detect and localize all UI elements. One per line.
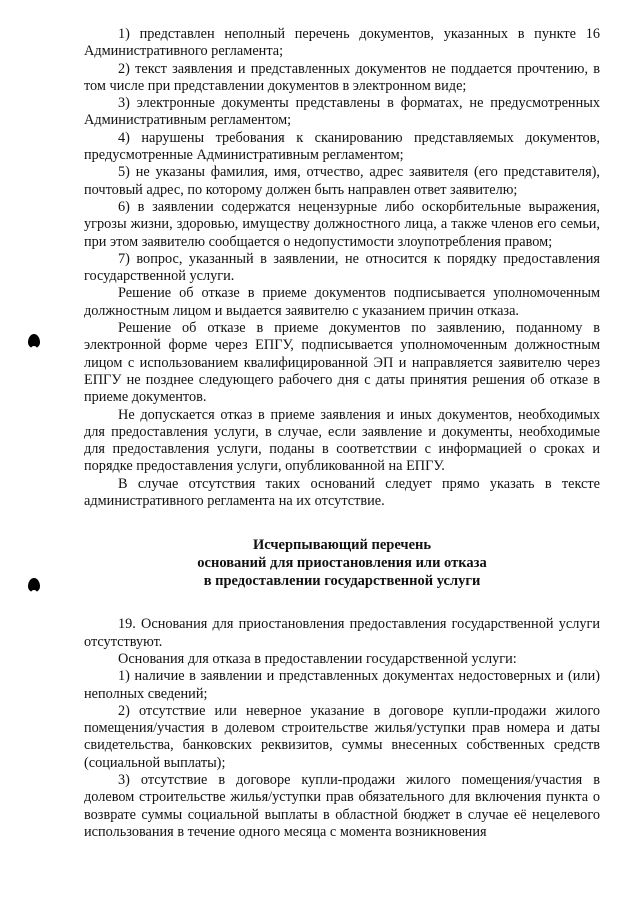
section-heading <box>84 536 600 590</box>
punch-hole-mark <box>28 334 40 348</box>
ground-item-2: 2) отсутствие или неверное указание в договоре купли-продажи жилого помещения/участия в долевом строительстве жилья/уступки прав номера и даты свидетельства, банковских реквизитов, суммы внесенных собственных средств (социальной выплаты); <box>84 702 600 771</box>
list-item-1: 1) представлен неполный перечень документов, указанных в пункте 16 Административного регламента; <box>84 26 600 60</box>
heading-line-1: Исчерпывающий перечень <box>252 537 432 554</box>
document-body <box>84 26 600 841</box>
paragraph-refusal-grounds: Основания для отказа в предоставлении государственной услуги: <box>118 650 517 667</box>
paragraph-19: 19. Основания для приостановления предоставления государственной услуги отсутствуют. <box>84 616 600 650</box>
list-item-3: 3) электронные документы представлены в форматах, не предусмотренных Административным регламентом; <box>84 95 600 129</box>
punch-hole-mark <box>28 578 40 592</box>
ground-item-1: 1) наличие в заявлении и представленных документах недостоверных и (или) неполных сведений; <box>84 668 600 702</box>
list-item-2: 2) текст заявления и представленных документов не поддается прочтению, в том числе при представлении документов в электронном виде; <box>84 60 600 94</box>
paragraph-refusal-decision: Решение об отказе в приеме документов подписывается уполномоченным должностным лицом и выдается заявителю с указанием причин отказа. <box>84 285 600 319</box>
paragraph-not-allowed: Не допускается отказ в приеме заявления и иных документов, необходимых для предоставления услуги, в случае, если заявление и документы, необходимые для предоставления услуги, поданы в соответствии с информацией о сроках и порядке предоставления услуги, опубликованной на ЕПГУ. <box>84 406 600 475</box>
paragraph-absence-note: В случае отсутствия таких оснований следует прямо указать в тексте административного регламента на их отсутствие. <box>84 475 600 510</box>
heading-line-3: в предоставлении государственной услуги <box>203 573 481 590</box>
list-item-4: 4) нарушены требования к сканированию представляемых документов, предусмотренные Административным регламентом; <box>84 129 600 164</box>
ground-item-3: 3) отсутствие в договоре купли-продажи жилого помещения/участия в долевом строительстве жилья/уступки прав обязательного для включения пункта о возврате суммы социальной выплаты в областной бюджет в случае её нецелевого использования в течение одного месяца с момента возникновения <box>84 771 600 840</box>
list-item-5: 5) не указаны фамилия, имя, отчество, адрес заявителя (его представителя), почтовый адрес, по которому должен быть направлен ответ заявителю; <box>84 164 600 198</box>
paragraph-electronic-refusal: Решение об отказе в приеме документов по заявлению, поданному в электронной форме через ЕПГУ, подписывается уполномоченным должностным лицом с использованием квалифицированной ЭП и направляется заявителю через ЕПГУ не позднее следующего рабочего дня с даты принятия решения об отказе в приеме документов. <box>84 320 600 406</box>
list-item-7: 7) вопрос, указанный в заявлении, не относится к порядку предоставления государственной услуги. <box>84 250 600 285</box>
list-item-6: 6) в заявлении содержатся нецензурные либо оскорбительные выражения, угрозы жизни, здоровью, имуществу должностного лица, а также членов его семьи, при этом заявителю сообщается о недопустимости злоупотребления правом; <box>84 198 600 250</box>
heading-line-2: оснований для приостановления или отказа <box>197 555 487 572</box>
